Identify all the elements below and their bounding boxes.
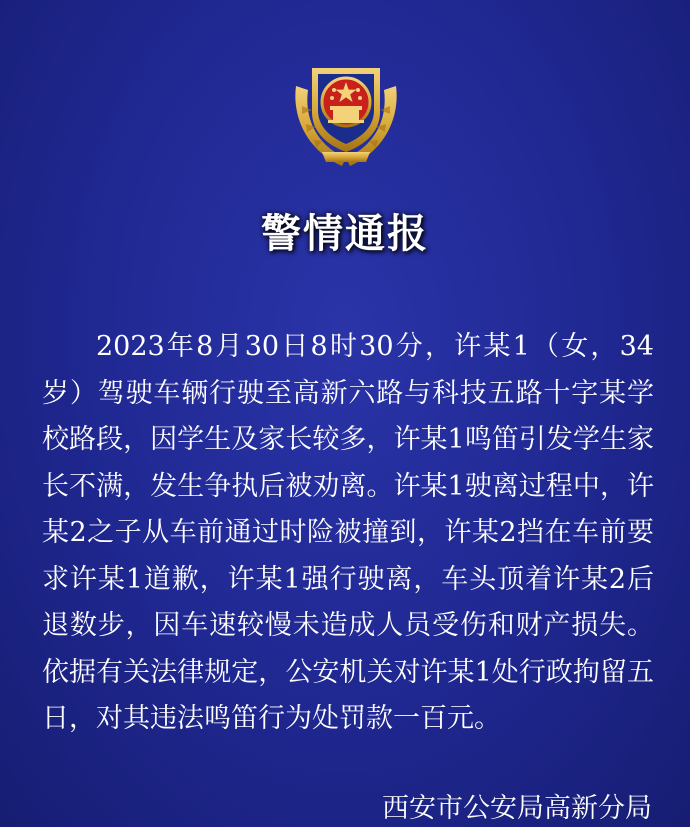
police-emblem-icon <box>282 46 410 174</box>
issuer-signature: 西安市公安局高新分局 <box>382 793 652 824</box>
notice-body: 2023年8月30日8时30分，许某1（女，34岁）驾驶车辆行驶至高新六路与科技五路十字某学校路段，因学生及家长较多，许某1鸣笛引发学生家长不满，发生争执后被劝离。许某1驶离过程中，许某2之子从车前通过时险被撞到，许某2挡在车前要求许某1道歉，许某1强行驶离，车头顶着许某2后退数步，因车速较慢未造成人员受伤和财产损失。依据有关法律规定，公安机关对许某1处行政拘留五日，对其违法鸣笛行为处罚款一百元。 <box>42 331 654 734</box>
page-title: 警情通报 <box>261 211 429 257</box>
